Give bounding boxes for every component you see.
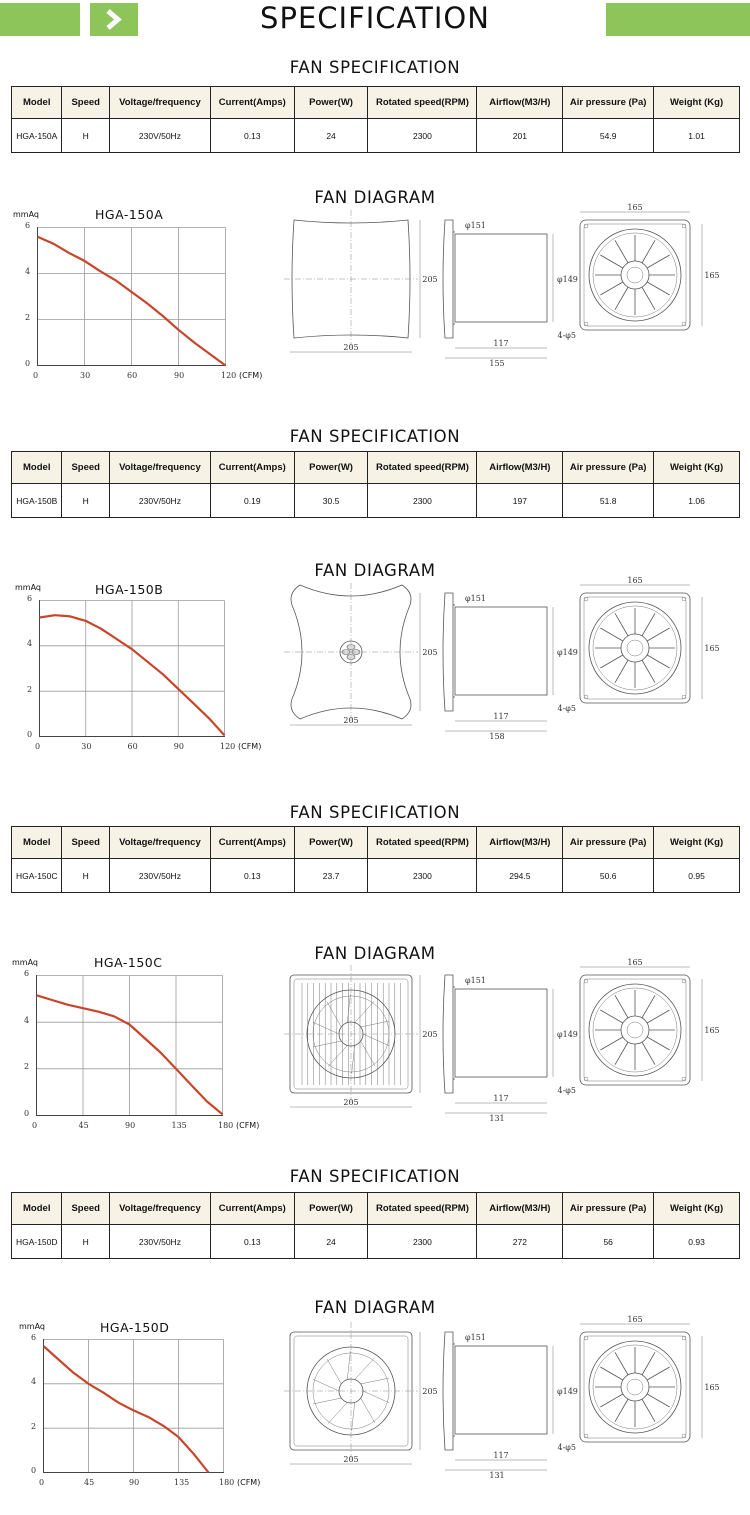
x-tick-label: 90 bbox=[173, 742, 184, 751]
dimension-label: 4-φ5 bbox=[557, 331, 576, 340]
y-axis-label: mmAq bbox=[13, 210, 39, 219]
x-tick-label: 60 bbox=[127, 742, 138, 751]
x-tick-label: 0 bbox=[35, 742, 41, 751]
table-cell: 1.01 bbox=[654, 119, 740, 153]
x-tick-label: 0 bbox=[32, 1121, 38, 1130]
dimension-label: 117 bbox=[493, 1094, 509, 1103]
table-header-cell: Speed bbox=[62, 827, 109, 859]
table-header-cell: Speed bbox=[62, 452, 109, 484]
spec-title: FAN SPECIFICATION bbox=[289, 1167, 461, 1186]
dimension-label: 158 bbox=[489, 732, 505, 741]
table-cell: 56 bbox=[563, 1225, 654, 1259]
y-axis-label: mmAq bbox=[15, 583, 41, 592]
dimension-label: 4-φ5 bbox=[557, 1086, 576, 1095]
table-header-cell: Current(Amps) bbox=[210, 1193, 294, 1225]
table-cell: 0.19 bbox=[210, 484, 294, 518]
table-cell: H bbox=[62, 859, 109, 893]
front-view bbox=[284, 1322, 438, 1464]
front-view bbox=[284, 210, 438, 352]
spec-table bbox=[11, 1192, 740, 1259]
table-header-cell: Weight (Kg) bbox=[654, 827, 740, 859]
x-tick-label: 135 bbox=[174, 1478, 190, 1487]
table-header-row bbox=[12, 827, 740, 859]
y-tick-label: 6 bbox=[27, 594, 33, 603]
table-row bbox=[12, 1225, 740, 1259]
y-tick-label: 0 bbox=[25, 359, 31, 368]
dimension-label: 165 bbox=[627, 958, 643, 967]
table-header-cell: Weight (Kg) bbox=[654, 1193, 740, 1225]
x-tick-label: 90 bbox=[129, 1478, 140, 1487]
spec-title: FAN SPECIFICATION bbox=[289, 803, 461, 822]
diagram-title: FAN DIAGRAM bbox=[314, 944, 436, 963]
table-header-row bbox=[12, 1193, 740, 1225]
dimension-label: 205 bbox=[343, 716, 359, 725]
table-header-cell: Airflow(M3/H) bbox=[477, 827, 563, 859]
table-header-cell: Voltage/frequency bbox=[109, 452, 210, 484]
x-tick-label: 180 bbox=[219, 1478, 235, 1487]
table-cell: HGA-150D bbox=[12, 1225, 62, 1259]
dimension-label: φ151 bbox=[465, 221, 486, 230]
dimension-label: 165 bbox=[704, 1026, 720, 1035]
table-cell: 51.8 bbox=[563, 484, 654, 518]
table-header-cell: Rotated speed(RPM) bbox=[368, 827, 477, 859]
table-header-cell: Air pressure (Pa) bbox=[563, 87, 654, 119]
table-cell: 201 bbox=[477, 119, 563, 153]
x-tick-label: 0 bbox=[39, 1478, 45, 1487]
table-cell: 197 bbox=[477, 484, 563, 518]
dimension-label: φ149 bbox=[557, 275, 578, 284]
table-cell: 0.13 bbox=[210, 859, 294, 893]
y-tick-label: 0 bbox=[27, 730, 33, 739]
x-tick-label: 135 bbox=[171, 1121, 187, 1130]
back-view bbox=[558, 1315, 720, 1452]
table-cell: 272 bbox=[477, 1225, 563, 1259]
fan-technical-drawing bbox=[280, 945, 750, 1130]
page-title: SPECIFICATION bbox=[260, 1, 490, 35]
table-row bbox=[12, 484, 740, 518]
front-view bbox=[284, 965, 438, 1107]
table-header-cell: Airflow(M3/H) bbox=[477, 1193, 563, 1225]
table-cell: 24 bbox=[294, 1225, 368, 1259]
table-cell: 0.13 bbox=[210, 119, 294, 153]
y-tick-label: 6 bbox=[24, 969, 30, 978]
table-header-cell: Rotated speed(RPM) bbox=[368, 452, 477, 484]
back-view bbox=[558, 203, 720, 340]
fan-technical-drawing bbox=[280, 1302, 750, 1487]
table-header-cell: Rotated speed(RPM) bbox=[368, 87, 477, 119]
chart-title: HGA-150B bbox=[95, 582, 164, 597]
table-cell: 230V/50Hz bbox=[109, 484, 210, 518]
back-view bbox=[558, 576, 720, 713]
dimension-label: 205 bbox=[422, 648, 438, 657]
y-axis-label: mmAq bbox=[19, 1322, 45, 1331]
chart-title: HGA-150D bbox=[100, 1320, 170, 1335]
front-view bbox=[284, 583, 438, 725]
x-tick-label: 120 bbox=[221, 371, 237, 380]
table-cell: HGA-150C bbox=[12, 859, 62, 893]
table-header-cell: Voltage/frequency bbox=[109, 1193, 210, 1225]
table-header-cell: Current(Amps) bbox=[210, 87, 294, 119]
table-cell: 230V/50Hz bbox=[109, 119, 210, 153]
dimension-label: 205 bbox=[422, 1387, 438, 1396]
table-cell: 23.7 bbox=[294, 859, 368, 893]
y-axis-label: mmAq bbox=[12, 958, 38, 967]
table-cell: 24 bbox=[294, 119, 368, 153]
back-view bbox=[558, 958, 720, 1095]
dimension-label: 165 bbox=[704, 1383, 720, 1392]
performance-chart bbox=[39, 600, 226, 738]
table-header-row bbox=[12, 87, 740, 119]
x-tick-label: 90 bbox=[125, 1121, 136, 1130]
y-tick-label: 2 bbox=[25, 313, 31, 322]
table-header-cell: Speed bbox=[62, 87, 109, 119]
table-header-cell: Voltage/frequency bbox=[109, 87, 210, 119]
dimension-label: 205 bbox=[343, 1455, 359, 1464]
chart-title: HGA-150A bbox=[95, 207, 164, 222]
dimension-label: 131 bbox=[489, 1114, 505, 1123]
diagram-title: FAN DIAGRAM bbox=[314, 188, 436, 207]
y-tick-label: 6 bbox=[25, 221, 31, 230]
diagram-title: FAN DIAGRAM bbox=[314, 1298, 436, 1317]
table-cell: 230V/50Hz bbox=[109, 859, 210, 893]
x-tick-label: 45 bbox=[78, 1121, 89, 1130]
table-cell: H bbox=[62, 484, 109, 518]
side-view bbox=[443, 975, 578, 1123]
table-cell: H bbox=[62, 1225, 109, 1259]
dimension-label: 205 bbox=[422, 1030, 438, 1039]
x-axis-label: (CFM) bbox=[238, 742, 262, 751]
table-cell: 294.5 bbox=[477, 859, 563, 893]
y-tick-label: 4 bbox=[24, 1015, 30, 1025]
side-view bbox=[443, 220, 578, 368]
performance-curve bbox=[44, 1346, 209, 1472]
y-tick-label: 0 bbox=[31, 1466, 37, 1475]
spec-table bbox=[11, 86, 740, 153]
table-header-cell: Model bbox=[12, 452, 62, 484]
table-cell: 2300 bbox=[368, 1225, 477, 1259]
dimension-label: 4-φ5 bbox=[557, 704, 576, 713]
y-tick-label: 0 bbox=[24, 1109, 30, 1118]
dimension-label: 155 bbox=[489, 359, 505, 368]
table-header-cell: Current(Amps) bbox=[210, 827, 294, 859]
dimension-label: φ151 bbox=[465, 1333, 486, 1342]
table-header-cell: Airflow(M3/H) bbox=[477, 452, 563, 484]
table-header-cell: Power(W) bbox=[294, 452, 368, 484]
table-cell: 1.06 bbox=[654, 484, 740, 518]
dimension-label: 131 bbox=[489, 1471, 505, 1480]
table-header-cell: Model bbox=[12, 1193, 62, 1225]
table-header-cell: Air pressure (Pa) bbox=[563, 1193, 654, 1225]
table-cell: HGA-150B bbox=[12, 484, 62, 518]
table-cell: 50.6 bbox=[563, 859, 654, 893]
dimension-label: 165 bbox=[704, 644, 720, 653]
dimension-label: 205 bbox=[343, 343, 359, 352]
table-header-cell: Model bbox=[12, 827, 62, 859]
chart-title: HGA-150C bbox=[94, 955, 163, 970]
side-view bbox=[443, 1332, 578, 1480]
x-tick-label: 60 bbox=[127, 371, 138, 380]
x-tick-label: 120 bbox=[220, 742, 236, 751]
y-tick-label: 2 bbox=[27, 684, 33, 694]
table-header-cell: Airflow(M3/H) bbox=[477, 87, 563, 119]
y-tick-label: 6 bbox=[31, 1333, 37, 1342]
performance-chart bbox=[37, 227, 227, 367]
table-header-cell: Weight (Kg) bbox=[654, 452, 740, 484]
spec-table bbox=[11, 826, 740, 893]
table-header-cell: Power(W) bbox=[294, 827, 368, 859]
table-header-cell: Speed bbox=[62, 1193, 109, 1225]
dimension-label: 205 bbox=[343, 1098, 359, 1107]
y-tick-label: 4 bbox=[31, 1377, 37, 1387]
y-tick-label: 2 bbox=[24, 1062, 30, 1072]
spec-title: FAN SPECIFICATION bbox=[289, 427, 461, 446]
table-header-cell: Weight (Kg) bbox=[654, 87, 740, 119]
table-cell: 0.13 bbox=[210, 1225, 294, 1259]
x-axis-label: (CFM) bbox=[237, 1478, 261, 1487]
dimension-label: 117 bbox=[493, 339, 509, 348]
dimension-label: 165 bbox=[627, 576, 643, 585]
x-tick-label: 30 bbox=[80, 371, 91, 380]
table-header-cell: Model bbox=[12, 87, 62, 119]
table-cell: 2300 bbox=[368, 859, 477, 893]
table-row bbox=[12, 859, 740, 893]
table-cell: 54.9 bbox=[563, 119, 654, 153]
spec-table bbox=[11, 451, 740, 518]
x-axis-label: (CFM) bbox=[236, 1121, 260, 1130]
table-row bbox=[12, 119, 740, 153]
dimension-label: 205 bbox=[422, 275, 438, 284]
dimension-label: 117 bbox=[493, 712, 509, 721]
table-header-cell: Air pressure (Pa) bbox=[563, 452, 654, 484]
dimension-label: 165 bbox=[704, 271, 720, 280]
table-cell: 2300 bbox=[368, 484, 477, 518]
spec-title: FAN SPECIFICATION bbox=[289, 58, 461, 77]
table-header-cell: Current(Amps) bbox=[210, 452, 294, 484]
table-header-cell: Voltage/frequency bbox=[109, 827, 210, 859]
x-tick-label: 30 bbox=[81, 742, 92, 751]
dimension-label: 165 bbox=[627, 1315, 643, 1324]
dimension-label: 117 bbox=[493, 1451, 509, 1460]
performance-chart bbox=[36, 975, 224, 1117]
fan-technical-drawing bbox=[280, 190, 750, 375]
table-cell: HGA-150A bbox=[12, 119, 62, 153]
dimension-label: 165 bbox=[627, 203, 643, 212]
dimension-label: φ151 bbox=[465, 594, 486, 603]
table-header-cell: Power(W) bbox=[294, 87, 368, 119]
diagram-title: FAN DIAGRAM bbox=[314, 561, 436, 580]
dimension-label: φ149 bbox=[557, 1030, 578, 1039]
fan-technical-drawing bbox=[280, 563, 750, 748]
performance-chart bbox=[43, 1339, 225, 1474]
dimension-label: φ149 bbox=[557, 1387, 578, 1396]
table-cell: 0.95 bbox=[654, 859, 740, 893]
table-header-cell: Power(W) bbox=[294, 1193, 368, 1225]
side-view bbox=[443, 593, 578, 741]
table-header-row bbox=[12, 452, 740, 484]
x-tick-label: 180 bbox=[218, 1121, 234, 1130]
table-header-cell: Air pressure (Pa) bbox=[563, 827, 654, 859]
x-axis-label: (CFM) bbox=[239, 371, 263, 380]
y-tick-label: 4 bbox=[27, 639, 33, 649]
table-cell: 30.5 bbox=[294, 484, 368, 518]
y-tick-label: 2 bbox=[31, 1421, 37, 1431]
table-cell: H bbox=[62, 119, 109, 153]
table-header-cell: Rotated speed(RPM) bbox=[368, 1193, 477, 1225]
y-tick-label: 4 bbox=[25, 267, 31, 276]
dimension-label: φ151 bbox=[465, 976, 486, 985]
table-cell: 0.93 bbox=[654, 1225, 740, 1259]
x-tick-label: 90 bbox=[174, 371, 185, 380]
table-cell: 230V/50Hz bbox=[109, 1225, 210, 1259]
table-cell: 2300 bbox=[368, 119, 477, 153]
x-tick-label: 45 bbox=[84, 1478, 95, 1487]
dimension-label: φ149 bbox=[557, 648, 578, 657]
x-tick-label: 0 bbox=[33, 371, 39, 380]
dimension-label: 4-φ5 bbox=[557, 1443, 576, 1452]
